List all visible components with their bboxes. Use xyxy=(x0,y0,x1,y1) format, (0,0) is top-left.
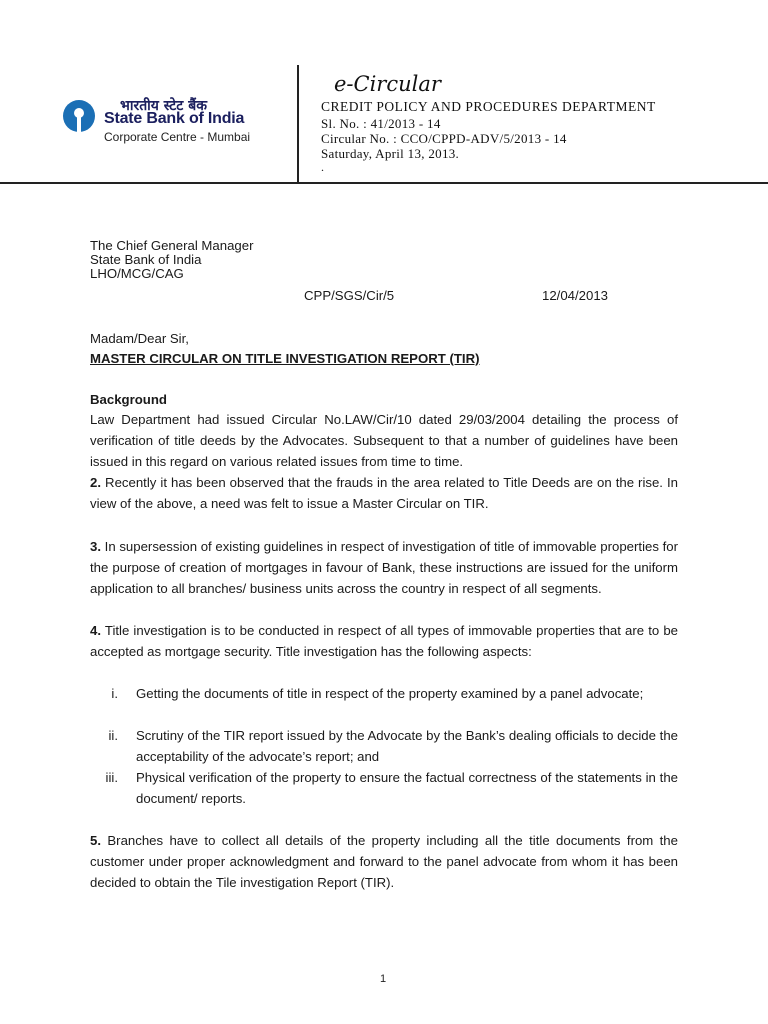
reference-code: CPP/SGS/Cir/5 xyxy=(304,288,395,303)
sbi-logo xyxy=(62,96,292,146)
circular-number: Circular No. : CCO/CPPD-ADV/5/2013 - 14 xyxy=(321,131,567,146)
sbi-keyhole-icon xyxy=(62,99,96,133)
aspect-text: Physical verification of the property to ensure the factual correctness of the statements in the document/ reports. xyxy=(136,770,678,806)
aspect-text: Getting the documents of title in respect of the property examined by a panel advocate; xyxy=(136,686,644,701)
background-heading: Background xyxy=(90,392,167,407)
paragraph-4-number: 4. xyxy=(90,623,101,638)
paragraph-2 xyxy=(90,472,678,514)
serial-number: Sl. No. : 41/2013 - 14 xyxy=(321,116,441,131)
aspect-text: Scrutiny of the TIR report issued by the Advocate by the Bank’s dealing officials to decide the acceptability of the advocate’s report; and xyxy=(136,728,678,764)
aspect-number: ii. xyxy=(108,728,118,743)
aspect-item xyxy=(90,767,678,809)
logo-bank-name: State Bank of India xyxy=(104,110,245,127)
paragraph-3 xyxy=(90,536,678,599)
paragraph-3-number: 3. xyxy=(90,539,101,554)
header-vertical-divider xyxy=(297,65,299,183)
paragraph-1: Law Department had issued Circular No.LAW/Cir/10 dated 29/03/2004 detailing the process of verification of title deeds by the Advocates. Subsequent to that a number of guidelines have been issued in this regard on various related issues from time to time. xyxy=(90,412,678,469)
logo-subtitle: Corporate Centre - Mumbai xyxy=(104,130,251,144)
aspect-item xyxy=(90,725,678,767)
paragraph-4 xyxy=(90,620,678,662)
subject-heading: MASTER CIRCULAR ON TITLE INVESTIGATION REPORT (TIR) xyxy=(90,351,480,366)
addressee-line-2: State Bank of India xyxy=(90,252,202,267)
paragraph-4-text: Title investigation is to be conducted in respect of all types of immovable properties that are to be accepted as mortgage security. Title investigation has the following aspects: xyxy=(90,623,678,659)
page-number: 1 xyxy=(380,973,387,985)
paragraph-2-number: 2. xyxy=(90,475,101,490)
circular-date: Saturday, April 13, 2013. xyxy=(321,146,460,161)
circular-title: e-Circular xyxy=(334,72,441,96)
logo-hindi-name: भारतीय स्टेट बैंक xyxy=(120,98,207,114)
paragraph-3-text: In supersession of existing guidelines in respect of investigation of title of immovable properties for the purpose of creation of mortgages in favour of Bank, these instructions are issued for the uniform application to all branches/ business units across the country in respect of all segments. xyxy=(90,539,678,596)
aspect-number: i. xyxy=(111,686,118,701)
aspect-item xyxy=(90,683,678,725)
header-trailing-dot: . xyxy=(321,160,324,174)
reference-date: 12/04/2013 xyxy=(542,288,609,303)
paragraph-5-number: 5. xyxy=(90,833,101,848)
header-horizontal-divider xyxy=(0,182,768,184)
salutation: Madam/Dear Sir, xyxy=(90,331,189,346)
department-name: CREDIT POLICY AND PROCEDURES DEPARTMENT xyxy=(321,99,656,114)
paragraph-2-text: Recently it has been observed that the frauds in the area related to Title Deeds are on the rise. In view of the above, a need was felt to issue a Master Circular on TIR. xyxy=(90,475,679,511)
addressee-line-1: The Chief General Manager xyxy=(90,238,254,253)
paragraph-5 xyxy=(90,830,678,893)
addressee-line-3: LHO/MCG/CAG xyxy=(90,266,184,281)
paragraph-5-text: Branches have to collect all details of the property including all the title documents from the customer under proper acknowledgment and forward to the panel advocate from whom it has been decided to obtain the Tile investigation Report (TIR). xyxy=(90,833,678,890)
aspect-number: iii. xyxy=(105,770,118,785)
